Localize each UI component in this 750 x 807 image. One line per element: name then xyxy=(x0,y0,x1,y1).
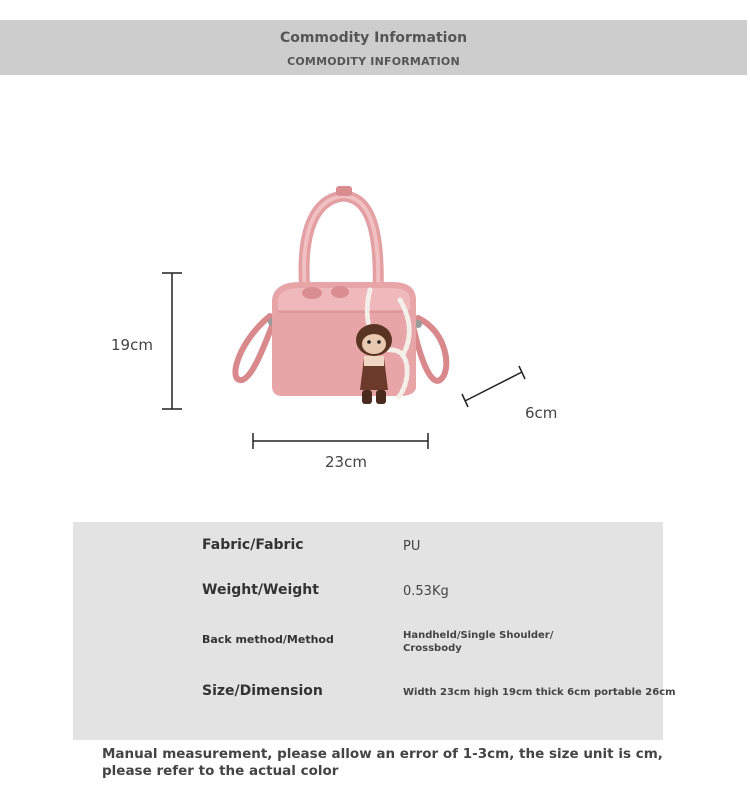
handbag-image xyxy=(235,186,446,404)
banner-subtitle: COMMODITY INFORMATION xyxy=(287,55,460,68)
spec-value: 0.53Kg xyxy=(403,584,449,599)
spec-value: PU xyxy=(403,539,421,554)
depth-label: 6cm xyxy=(525,404,558,422)
width-label: 23cm xyxy=(325,453,367,471)
measurement-note: Manual measurement, please allow an error of 1-3cm, the size unit is cm, please refer to the actual color xyxy=(102,746,663,779)
spec-key: Weight/Weight xyxy=(202,582,319,598)
spec-key: Back method/Method xyxy=(202,633,334,646)
height-label: 19cm xyxy=(111,336,153,354)
spec-value: Handheld/Single Shoulder/ Crossbody xyxy=(403,630,554,654)
depth-dimension-line xyxy=(462,366,525,407)
spec-value: Width 23cm high 19cm thick 6cm portable 26cm xyxy=(403,687,676,698)
spec-table xyxy=(73,522,676,740)
width-dimension-line xyxy=(253,433,428,449)
height-dimension-line xyxy=(162,273,182,409)
spec-key: Size/Dimension xyxy=(202,683,323,699)
banner-title: Commodity Information xyxy=(279,30,468,46)
spec-key: Fabric/Fabric xyxy=(202,537,304,553)
